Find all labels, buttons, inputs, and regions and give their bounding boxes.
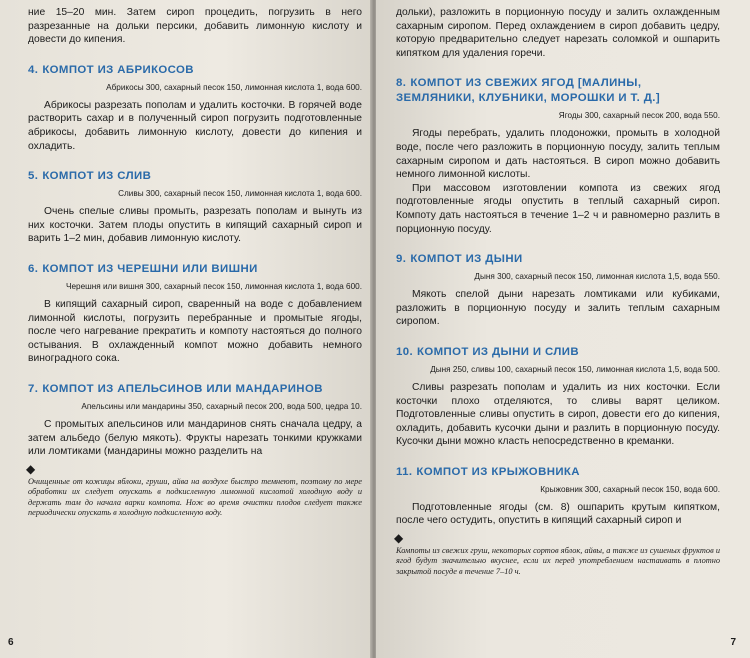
recipe-title-text: КОМПОТ ИЗ ДЫНИ И СЛИВ — [417, 345, 579, 358]
recipe-title — [396, 345, 720, 360]
recipe-text: Сливы разрезать пополам и удалить из них косточки. Если косточки плохо отделяются, то сливы варят целиком. Подготовленные сливы опустить в сироп, довести его до кипения, охладить, добавить кусочки дыни и разлить в порционную посуду. Кусочки дыни можно класть непосредственно в креманки. — [396, 381, 720, 448]
page-number: 6 — [8, 637, 14, 648]
recipe-number: 6. — [28, 262, 39, 275]
recipe-title-text: КОМПОТ ИЗ ДЫНИ — [410, 253, 523, 266]
recipe-title-text: КОМПОТ ИЗ АПЕЛЬСИНОВ ИЛИ МАНДАРИНОВ — [42, 382, 323, 395]
recipe-number: 5. — [28, 170, 39, 183]
footnote — [28, 463, 362, 519]
recipe-9 — [396, 252, 720, 329]
recipe-title-text: КОМПОТ ИЗ СЛИВ — [42, 170, 152, 183]
left-intro-text: ние 15–20 мин. Затем сироп процедить, погрузить в него разрезанные на дольки персики, добавить лимонную кислоту и довести до кипения. — [28, 7, 362, 46]
recipe-number: 9. — [396, 253, 407, 266]
recipe-title — [396, 76, 720, 106]
recipe-text: Мякоть спелой дыни нарезать ломтиками или кубиками, разложить в порционную посуду и залить теплым сахарным сиропом. — [396, 289, 720, 328]
recipe-number: 8. — [396, 77, 407, 90]
recipe-title — [28, 262, 362, 277]
recipe-ingredients: Ягоды 300, сахарный песок 200, вода 550. — [558, 111, 720, 121]
recipe-title-text: КОМПОТ ИЗ КРЫЖОВНИКА — [416, 465, 580, 478]
recipe-title — [28, 63, 362, 78]
recipe-title — [28, 169, 362, 184]
recipe-text: Очень спелые сливы промыть, разрезать пополам и вынуть из них косточки. Затем плоды опустить в кипящий сахарный сироп и варить 1–2 мин, добавив лимонную кислоту. — [28, 206, 362, 245]
recipe-ingredients: Дыня 250, сливы 100, сахарный песок 150, лимонная кислота 1,5, вода 500. — [430, 364, 720, 374]
recipe-ingredients: Апельсины или мандарины 350, сахарный песок 200, вода 500, цедра 10. — [81, 401, 362, 411]
recipe-title-text: КОМПОТ ИЗ ЧЕРЕШНИ ИЛИ ВИШНИ — [42, 262, 258, 275]
recipe-text: В кипящий сахарный сироп, сваренный на воде с добавлением лимонной кислоты, погрузить перебранные и промытые ягоды, после чего нагревание прекратить и компоту настояться до полного остывания. В охлажденный компот можно добавить немного виноградного сока. — [28, 298, 362, 365]
recipe-text: Абрикосы разрезать пополам и удалить косточки. В горячей воде растворить сахар и в полученный сироп погрузить подготовленные абрикосы, добавить лимонную кислоту, довести до кипения и охладить. — [28, 99, 362, 152]
recipe-11 — [396, 465, 720, 528]
recipe-7 — [28, 382, 362, 459]
recipe-text-2: При массовом изготовлении компота из свежих ягод подготовленные ягоды опустить в теплый сахарный сироп. Компоту дать настояться в течение 1–2 ч и равномерно разлить в порционную посуду. — [396, 182, 720, 235]
right-intro-text: дольки), разложить в порционную посуду и залить охлажденным сахарным сиропом. Перед охлаждением в сироп добавить цедру, которую предварительно следует нарезать соломкой и ошпарить кипятком для удаления горечи. — [396, 7, 720, 59]
recipe-title-text: КОМПОТ ИЗ АБРИКОСОВ — [42, 63, 194, 76]
diamond-bullet-icon: ◆ — [394, 531, 404, 546]
recipe-ingredients: Черешня или вишня 300, сахарный песок 150, лимонная кислота 1, вода 600. — [66, 281, 362, 291]
recipe-title-text: КОМПОТ ИЗ СВЕЖИХ ЯГОД [МАЛИНЫ, ЗЕМЛЯНИКИ, КЛУБНИКИ, МОРОШКИ И Т. Д.] — [396, 77, 661, 105]
recipe-number: 10. — [396, 345, 414, 358]
recipe-text: Ягоды перебрать, удалить плодоножки, промыть в холодной воде, после чего разложить в порционную посуду, залить теплым сахарным сиропом и дать настояться. В сироп можно добавить немного лимонной кислоты. — [396, 128, 720, 181]
recipe-title — [28, 382, 362, 397]
recipe-text: С промытых апельсинов или мандаринов снять сначала цедру, а затем альбедо (белую мякоть). Фрукты нарезать тонкими кружками или ломтиками (мандарины можно разделить на — [28, 418, 362, 458]
recipe-number: 11. — [396, 465, 413, 478]
footnote-text: Очищенные от кожицы яблоки, груши, айва на воздухе быстро темнеют, поэтому по мере обработки их следует опускать в подкисленную лимонной кислотой холодную воду и держать там до начала варки компота. Нож во время очистки плодов следует также периодически опускать в холодную подкисленную воду. — [28, 476, 362, 517]
diamond-bullet-icon: ◆ — [26, 461, 36, 476]
recipe-ingredients: Крыжовник 300, сахарный песок 150, вода 600. — [540, 484, 720, 494]
recipe-text: Подготовленные ягоды (см. 8) ошпарить крутым кипятком, после чего остудить, опустить в кипящий сахарный сироп и — [396, 501, 720, 527]
recipe-number: 7. — [28, 382, 39, 395]
page-number: 7 — [730, 637, 736, 648]
recipe-6 — [28, 262, 362, 366]
recipe-10 — [396, 345, 720, 449]
recipe-ingredients: Дыня 300, сахарный песок 150, лимонная кислота 1,5, вода 550. — [474, 272, 720, 282]
recipe-8 — [396, 76, 720, 236]
left-page — [0, 0, 372, 658]
recipe-ingredients: Сливы 300, сахарный песок 150, лимонная кислота 1, вода 600. — [118, 189, 362, 199]
recipe-title — [396, 252, 720, 267]
footnote — [396, 532, 720, 577]
recipe-5 — [28, 169, 362, 246]
footnote-text: Компоты из свежих груш, некоторых сортов яблок, айвы, а также из сушеных фруктов и ягод будут значительно вкуснее, если их перед употреблением настаивать в плотно закрытой посуде в течение 7–10 ч. — [396, 546, 720, 576]
recipe-ingredients: Абрикосы 300, сахарный песок 150, лимонная кислота 1, вода 600. — [106, 82, 362, 92]
right-page — [376, 0, 750, 658]
recipe-number: 4. — [28, 63, 39, 76]
recipe-title — [396, 465, 720, 480]
recipe-4 — [28, 63, 362, 153]
